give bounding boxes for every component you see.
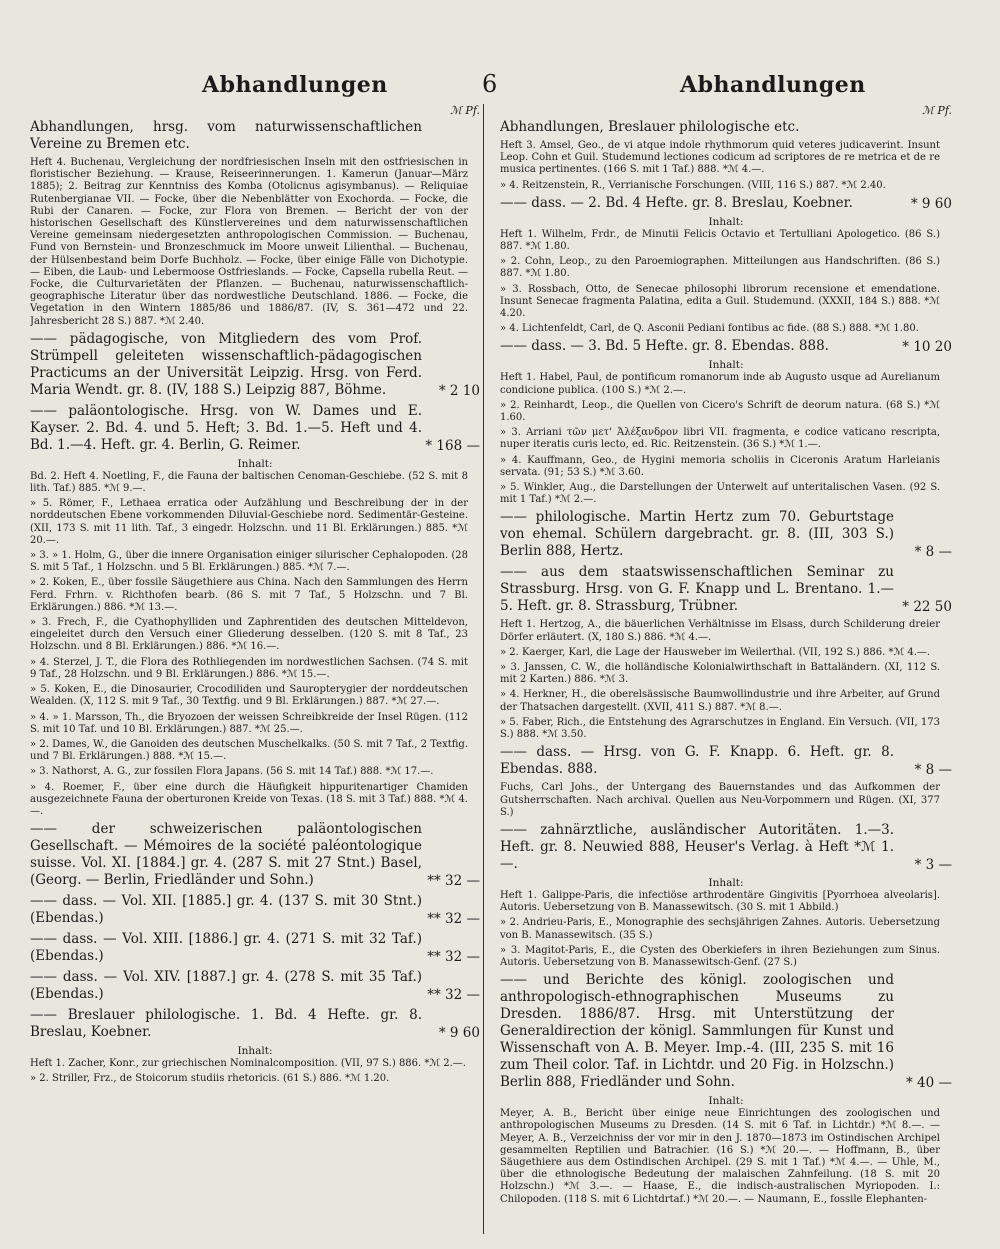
entry-title: —— dass. — Vol. XII. [1885.] gr. 4. (137 S. mit 30 Stnt.) (Ebendas.) — [30, 893, 422, 927]
entry-price: * 22 50 — [902, 599, 952, 616]
catalog-entry — [30, 119, 480, 153]
catalog-entry — [500, 509, 952, 560]
sub-entry: Heft 1. Habel, Paul, de pontificum romanorum inde ab Augusto usque ad Aurelianum condicione publica. (100 S.) *ℳ 2.—. — [500, 372, 940, 396]
catalog-entry — [500, 744, 952, 778]
currency-header: ℳ Pf. — [922, 104, 952, 117]
entry-title: —— der schweizerischen paläontologischen Gesellschaft. — Mémoires de la société paléontologique suisse. Vol. XI. [1884.] gr. 4. (287 S. mit 27 Stnt.) Basel, (Georg. — Berlin, Friedländer und Sohn.) — [30, 821, 422, 889]
entry-title: Abhandlungen, Breslauer philologische etc. — [500, 119, 800, 135]
sub-entry: » 4. Roemer, F., über eine durch die Häufigkeit hippuritenartiger Chamiden ausgezeichnete Fauna der oberturonen Kreide von Texas. (18 S. mit 3 Taf.) 888. *ℳ 4.—. — [30, 781, 468, 817]
catalog-entry — [30, 821, 480, 889]
entry-title: —— dass. — Vol. XIII. [1886.] gr. 4. (271 S. mit 32 Taf.) (Ebendas.) — [30, 931, 422, 965]
contents-heading: Inhalt: — [708, 1095, 744, 1108]
entry-price: * 9 60 — [910, 195, 952, 212]
entry-title: —— dass. — Vol. XIV. [1887.] gr. 4. (278 S. mit 35 Taf.) (Ebendas.) — [30, 969, 422, 1003]
right-column — [500, 104, 952, 1244]
sub-entry: Bd. 2. Heft 4. Noetling, F., die Fauna der baltischen Cenoman-Geschiebe. (52 S. mit 8 lith. Taf.) 885. *ℳ 9.—. — [30, 470, 468, 495]
sub-entry: Heft 1. Wilhelm, Frdr., de Minutii Felicis Octavio et Tertulliani Apologetico. (86 S.) 887. *ℳ 1.80. — [500, 228, 940, 253]
running-header-left: Abhandlungen — [202, 72, 388, 98]
sub-entry: » 2. Striller, Frz., de Stoicorum studiis rhetoricis. (61 S.) 886. *ℳ 1.20. — [30, 1073, 390, 1085]
sub-entry: » 4. Kauffmann, Geo., de Hygini memoria scholiis in Ciceronis Aratum Harleianis servata. (91; 53 S.) *ℳ 3.60. — [500, 454, 940, 478]
entry-price: * 3 — — [914, 856, 952, 873]
entry-price: * 168 — — [425, 437, 480, 454]
catalog-entry — [500, 822, 952, 873]
sub-entry: Heft 1. Galippe-Paris, die infectiöse arthrodentäre Gingivitis [Pyorrhoea alveolaris]. Autoris. Uebersetzung von B. Manassewitsch. (30 S. mit 1 Abbild.) — [500, 889, 940, 914]
catalog-entry — [30, 893, 480, 927]
entry-price: * 40 — — [905, 1075, 952, 1092]
sub-entry: » 4. » 1. Marsson, Th., die Bryozoen der weissen Schreibkreide der Insel Rügen. (112 S. mit 10 Taf. und 10 Bl. Erklärungen.) 887. *ℳ 25.—. — [30, 711, 468, 735]
sub-entry: » 3. Janssen, C. W., die holländische Kolonialwirthschaft in Battaländern. (XI, 112 S. mit 2 Karten.) 886. *ℳ 3. — [500, 662, 940, 686]
sub-entry: Heft 1. Hertzog, A., die bäuerlichen Verhältnisse im Elsass, durch Schilderung dreier Dörfer erläutert. (X, 180 S.) 886. *ℳ 4.—. — [500, 619, 940, 643]
currency-header: ℳ Pf. — [450, 104, 480, 117]
entry-price: ** 32 — — [427, 911, 480, 928]
sub-entry: Heft 1. Zacher, Konr., zur griechischen Nominalcomposition. (VII, 97 S.) 886. *ℳ 2.—. — [30, 1058, 466, 1070]
sub-entry: » 3. Arriani τῶν μετ' Ἀλέξανδρον libri VII. fragmenta, e codice vaticano rescripta, nuper iteratis curis lecto, ed. Ric. Reitzenstein. (36 S.) *ℳ 1.—. — [500, 427, 940, 451]
sub-entry: » 2. Koken, E., über fossile Säugethiere aus China. Nach den Sammlungen des Herrn Ferd. Frhrn. v. Richthofen bearb. (86 S. mit 7 Taf., 5 Holzschn. und 7 Bl. Erklärungen.) 886. *ℳ 13.—. — [30, 577, 468, 613]
entry-title: —— Breslauer philologische. 1. Bd. 4 Hefte. gr. 8. Breslau, Koebner. — [30, 1007, 422, 1041]
contents-heading: Inhalt: — [708, 359, 744, 372]
contents-heading: Inhalt: — [237, 457, 273, 470]
sub-entry: » 2. Dames, W., die Ganoiden des deutschen Muschelkalks. (50 S. mit 7 Taf., 2 Textfig. und 7 Bl. Erklärungen.) 888. *ℳ 15.—. — [30, 738, 468, 763]
sub-entry: » 3. Nathorst, A. G., zur fossilen Flora Japans. (56 S. mit 14 Taf.) 888. *ℳ 17.—. — [30, 766, 434, 778]
contents-heading: Inhalt: — [708, 215, 744, 228]
sub-entry: » 3. Magitot-Paris, E., die Cysten des Oberkiefers in ihren Beziehungen zum Sinus. Autoris. Uebersetzung von B. Manassewitsch-Genf. (27 S.) — [500, 944, 940, 968]
sub-entry: » 2. Cohn, Leop., zu den Paroemiographen. Mitteilungen aus Handschriften. (86 S.) 887. *ℳ 1.80. — [500, 256, 940, 280]
sub-entry: » 2. Kaerger, Karl, die Lage der Hausweber im Weilerthal. (VII, 192 S.) 886. *ℳ 4.—. — [500, 646, 931, 658]
entry-title: —— zahnärztliche, ausländischer Autoritäten. 1.—3. Heft. gr. 8. Neuwied 888, Heuser's Verlag. à Heft *ℳ 1.—. — [500, 821, 894, 872]
sub-entry: » 4. Lichtenfeldt, Carl, de Q. Asconii Pediani fontibus ac fide. (88 S.) 888. *ℳ 1.80. — [500, 323, 919, 335]
entry-title: —— pädagogische, von Mitgliedern des vom Prof. Strümpell geleiteten wissenschaftlich-pädagogischen Practicums an der Universität Leipzig. Hrsg. von Ferd. Maria Wendt. gr. 8. (IV, 188 S.) Leipzig 887, Böhme. — [30, 330, 422, 398]
entry-title: —— philologische. Martin Hertz zum 70. Geburtstage von ehemal. Schülern dargebracht. gr. 8. (III, 303 S.) Berlin 888, Hertz. — [500, 509, 894, 560]
sub-entry: Heft 3. Amsel, Geo., de vi atque indole rhythmorum quid veteres judicaverint. Insunt Leop. Cohn et Guil. Studemund lectiones codicum ad scriptores de re metrica et de re musica pertinentes. (166 S. mit 1 Taf.) 888. *ℳ 4.—. — [500, 140, 940, 176]
contents-heading: Inhalt: — [237, 1045, 273, 1058]
sub-entry: Meyer, A. B., Bericht über einige neue Einrichtungen des zoologischen und anthropologischen Museums zu Dresden. (14 S. mit 6 Taf. in Lichtdr.) *ℳ 8.—. — Meyer, A. B., Verzeichniss der vor mir in den J. 1870—1873 im Ostindischen Archipel gesammelten Reptilien und Batrachier. (16 S.) *ℳ 20.—. — Hoffmann, B., über Säugethiere aus dem Ostindischen Archipel. (29 S. mit 1 Taf.) *ℳ 4.—. — Uhle, M., über die ethnologische Bedeutung der malaischen Zahnfeilung. (18 S. mit 20 Holzschn.) *ℳ 3.—. — Haase, E., die indisch-australischen Myriopoden. I.: Chilopoden. (118 S. mit 6 Lichtdrtaf.) *ℳ 20.—. — Naumann, E., fossile Elephanten- — [500, 1108, 940, 1205]
sub-entry: » 4. Reitzenstein, R., Verrianische Forschungen. (VIII, 116 S.) 887. *ℳ 2.40. — [500, 179, 886, 191]
sub-entry: » 5. Römer, F., Lethaea erratica oder Aufzählung und Beschreibung der in der norddeutschen Ebene vorkommenden Diluvial-Geschiebe nord. Sedimentär-Gesteine. (XII, 173 S. mit 11 lith. Taf., 3 eingedr. Holzschn. und 11 Bl. Erklärungen.) 885. *ℳ 20.—. — [30, 498, 468, 546]
catalog-entry — [30, 403, 480, 454]
entry-title: —— und Berichte des königl. zoologischen und anthropologisch-ethnographischen Museums zu Dresden. 1886/87. Hrsg. mit Unterstützung der Generaldirection der königl. Sammlungen für Kunst und Wissenschaft von A. B. Meyer. Imp.-4. (III, 235 S. mit 16 zum Theil color. Taf. in Lichtdr. und 20 Fig. in Holzschn.) Berlin 888, Friedländer und Sohn. — [500, 972, 894, 1091]
catalog-entry — [500, 972, 952, 1091]
sub-entry: » 3. Rossbach, Otto, de Senecae philosophi librorum recensione et emendatione. Insunt Senecae fragmenta Palatina, edita a Guil. Studemund. (XXXII, 184 S.) 888. *ℳ 4.20. — [500, 283, 940, 320]
sub-entry: » 5. Faber, Rich., die Entstehung des Agrarschutzes in England. Ein Versuch. (VII, 173 S.) 888. *ℳ 3.50. — [500, 716, 940, 741]
catalog-entry — [500, 338, 952, 355]
column-divider — [483, 104, 484, 1234]
sub-entry: » 2. Reinhardt, Leop., die Quellen von Cicero's Schrift de deorum natura. (68 S.) *ℳ 1.60. — [500, 399, 940, 424]
sub-entry: » 5. Koken, E., die Dinosaurier, Crocodiliden und Sauropterygier der norddeutschen Wealden. (X, 112 S. mit 9 Taf., 30 Textfig. und 9 Bl. Erklärungen.) 887. *ℳ 27.—. — [30, 684, 468, 708]
entry-price: ** 32 — — [427, 987, 480, 1004]
sub-entry: » 5. Winkler, Aug., die Darstellungen der Unterwelt auf unteritalischen Vasen. (92 S. mit 1 Taf.) *ℳ 2.—. — [500, 482, 940, 506]
catalog-entry — [30, 931, 480, 965]
catalog-entry — [30, 1007, 480, 1041]
entry-price: ** 32 — — [427, 949, 480, 966]
sub-entry: » 4. Sterzel, J. T., die Flora des Rothliegenden im nordwestlichen Sachsen. (74 S. mit 9 Taf., 28 Holzschn. und 9 Bl. Erklärungen.) 886. *ℳ 15.—. — [30, 656, 468, 680]
catalog-entry — [30, 969, 480, 1003]
sub-entry: » 3. » 1. Holm, G., über die innere Organisation einiger silurischer Cephalopoden. (28 S. mit 5 Taf., 1 Holzschn. und 5 Bl. Erklärungen.) 885. *ℳ 7.—. — [30, 550, 468, 574]
page-number: 6 — [482, 70, 498, 98]
sub-entry: » 4. Herkner, H., die oberelsässische Baumwollindustrie und ihre Arbeiter, auf Grund der Thatsachen dargestellt. (XVII, 411 S.) 887. *ℳ 8.—. — [500, 689, 940, 713]
sub-entry: » 3. Frech, F., die Cyathophylliden und Zaphrentiden des deutschen Mitteldevon, eingeleitet durch den Versuch einer Gliederung desselben. (120 S. mit 8 Taf., 23 Holzschn. und 8 Bl. Erklärungen.) 886. *ℳ 16.—. — [30, 617, 468, 653]
catalog-entry — [500, 564, 952, 615]
entry-title: —— dass. — 3. Bd. 5 Hefte. gr. 8. Ebendas. 888. — [500, 338, 829, 355]
entry-title: —— aus dem staatswissenschaftlichen Seminar zu Strassburg. Hrsg. von G. F. Knapp und L. Brentano. 1.—5. Heft. gr. 8. Strassburg, Trübner. — [500, 564, 894, 615]
entry-title: —— paläontologische. Hrsg. von W. Dames und E. Kayser. 2. Bd. 4. und 5. Heft; 3. Bd. 1.—5. Heft und 4. Bd. 1.—4. Heft. gr. 4. Berlin, G. Reimer. — [30, 402, 422, 453]
entry-price: * 2 10 — [438, 382, 480, 399]
left-column — [30, 104, 480, 1244]
entry-price: * 8 — — [914, 762, 952, 779]
catalog-entry — [30, 331, 480, 399]
entry-price: ** 32 — — [427, 873, 480, 890]
sub-entry: Fuchs, Carl Johs., der Untergang des Bauernstandes und das Aufkommen der Gutsherrschaften. Nach archival. Quellen aus Neu-Vorpommern und Rügen. (XI, 377 S.) — [500, 782, 940, 818]
entry-title: —— dass. — Hrsg. von G. F. Knapp. 6. Heft. gr. 8. Ebendas. 888. — [500, 744, 894, 778]
entry-price: * 9 60 — [438, 1025, 480, 1042]
entry-title: Abhandlungen, hrsg. vom naturwissenschaftlichen Vereine zu Bremen etc. — [30, 119, 422, 152]
catalog-entry — [500, 119, 952, 136]
entry-title: —— dass. — 2. Bd. 4 Hefte. gr. 8. Breslau, Koebner. — [500, 194, 853, 211]
contents-heading: Inhalt: — [708, 876, 744, 889]
sub-entry: Heft 4. Buchenau, Vergleichung der nordfriesischen Inseln mit den ostfriesischen in floristischer Beziehung. — Krause, Reiseerinnerungen. 1. Kamerun (Januar—März 1885); 2. Beitrag zur Kenntniss des Komba (Otolicnus agisymbanus). — Reliquiae Rutenbergianae VII. — Focke, über die Nebenblätter von Exochorda. — Focke, die Rubi der Canaren. — Focke, zur Flora von Bremen. — Bericht der von der historischen Gesellschaft des Künstlervereines und dem naturwissenschaftlichen Vereine gemeinsam niedergesetzten anthropologischen Commission. — Buchenau, Fund von Bernstein- und Bronzeschmuck im Moore unweit Lilienthal. — Buchenau, der Hülsenbestand beim Dorfe Buchholz. — Focke, über einige Fälle von Dichotypie. — Eiben, die Laub- und Lebermoose Ostfrieslands. — Focke, Capsella rubella Reut. — Focke, die Culturvarietäten der Pflanzen. — Buchenau, naturwissenschaftlich-geographische Literatur über das nordwestliche Deutschland. 1886. — Focke, die Vegetation in den Wintern 1885/86 und 1886/87. (IV, S. 361—472 und 22. Jahresbericht 28 S.) 887. *ℳ 2.40. — [30, 157, 468, 327]
sub-entry: » 2. Andrieu-Paris, E., Monographie des sechsjährigen Zahnes. Autoris. Uebersetzung von B. Manassewitsch. (35 S.) — [500, 917, 940, 941]
entry-price: * 8 — — [914, 544, 952, 561]
catalog-entry — [500, 195, 952, 212]
right-entries — [500, 119, 952, 1206]
running-header-right: Abhandlungen — [680, 72, 866, 98]
left-entries — [30, 119, 480, 1086]
entry-price: * 10 20 — [902, 339, 952, 356]
